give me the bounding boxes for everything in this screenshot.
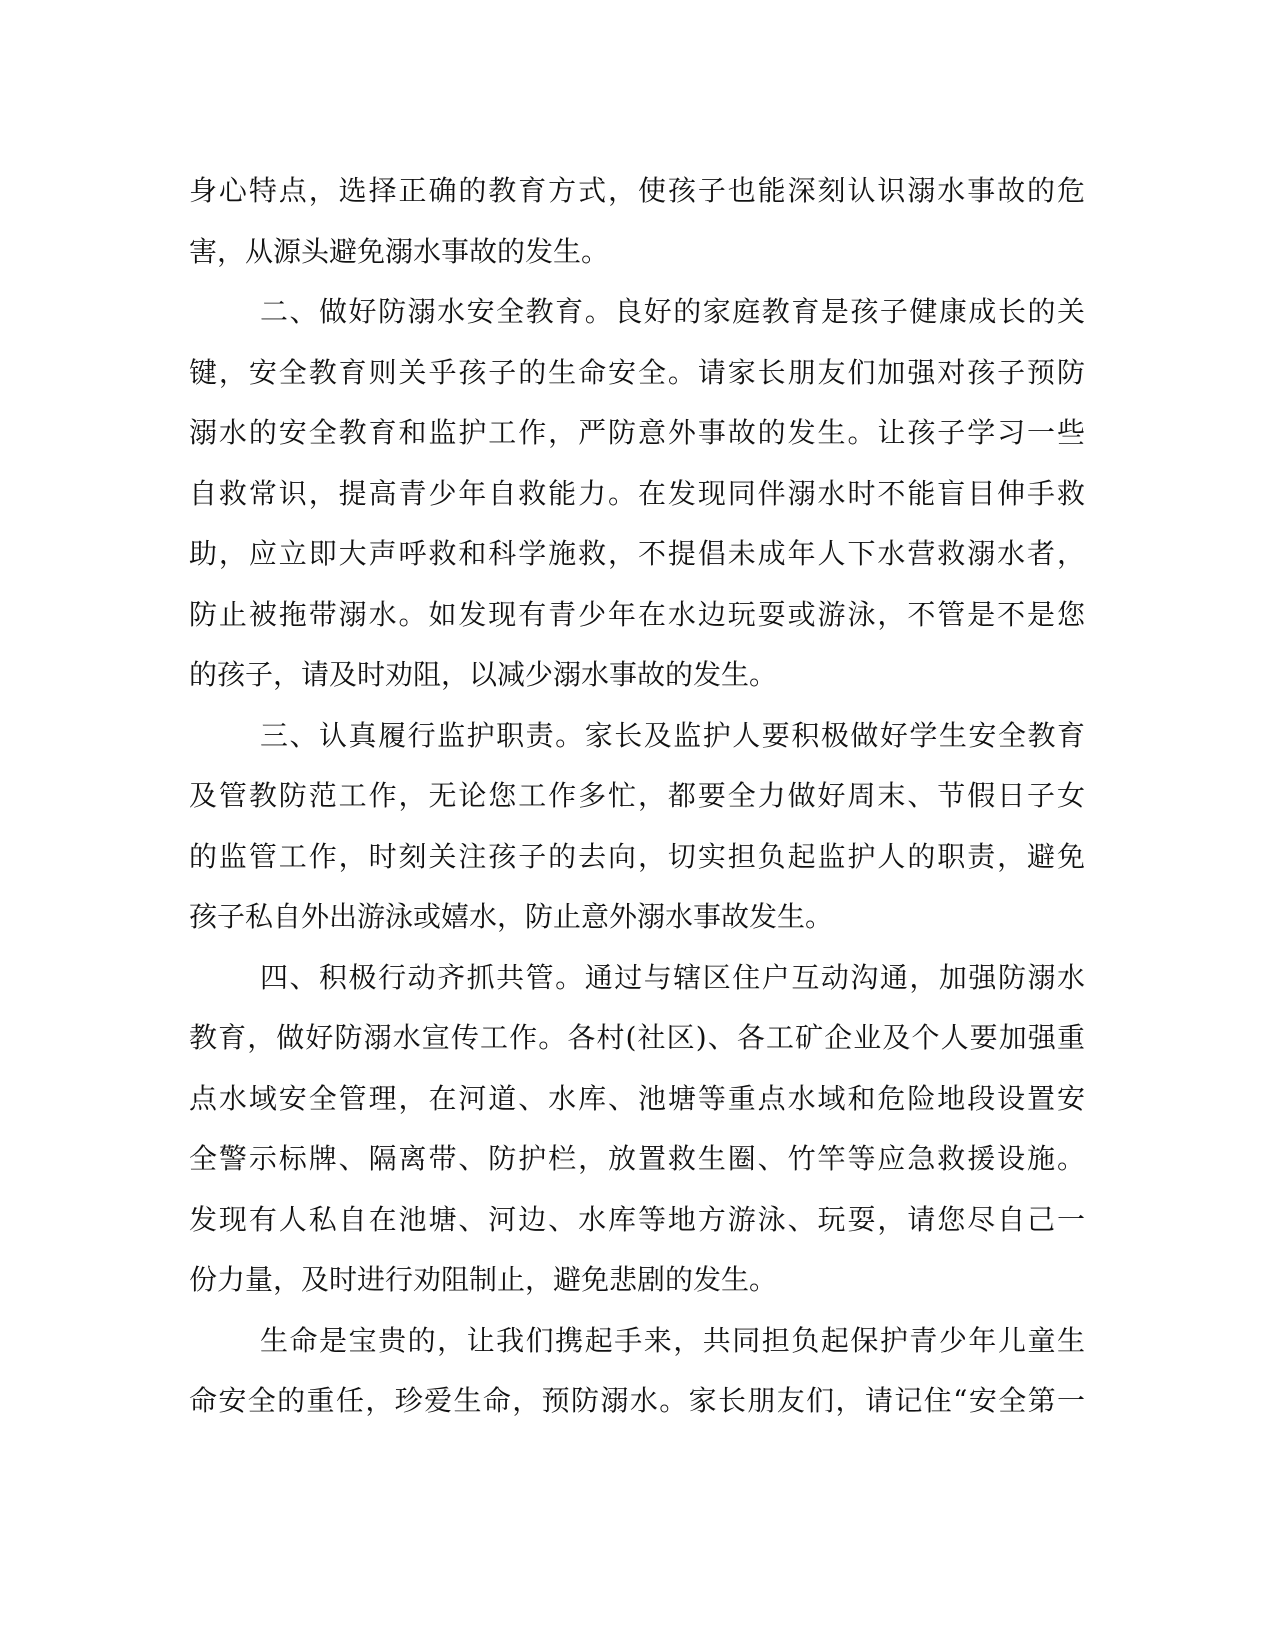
body-text [189,161,1085,1432]
text-line: 全警示标牌、隔离带、防护栏，放置救生圈、竹竿等应急救援设施。 [189,1142,1085,1175]
text-line: 发现有人私自在池塘、河边、水库等地方游泳、玩耍，请您尽自己一 [189,1202,1085,1236]
text-line: 键，安全教育则关乎孩子的生命安全。请家长朋友们加强对孩子预防 [189,355,1085,389]
text-line: 身心特点，选择正确的教育方式，使孩子也能深刻认识溺水事故的危 [189,174,1085,207]
text-line: 教育，做好防溺水宣传工作。各村(社区)、各工矿企业及个人要加强重 [189,1021,1085,1054]
text-line: 的监管工作，时刻关注孩子的去向，切实担负起监护人的职责，避免 [189,839,1085,873]
text-line: 自救常识，提高青少年自救能力。在发现同伴溺水时不能盲目伸手救 [189,476,1085,510]
paragraph-first-line: 二、做好防溺水安全教育。良好的家庭教育是孩子健康成长的关 [260,295,1085,328]
text-line: 助，应立即大声呼救和科学施救，不提倡未成年人下水营救溺水者， [189,537,1085,570]
text-line: 害，从源头避免溺水事故的发生。 [189,234,610,268]
text-line: 防止被拖带溺水。如发现有青少年在水边玩耍或游泳，不管是不是您 [189,597,1085,631]
paragraph-first-line: 三、认真履行监护职责。家长及监护人要积极做好学生安全教育 [260,718,1085,752]
text-line: 溺水的安全教育和监护工作，严防意外事故的发生。让孩子学习一些 [189,416,1085,449]
paragraph-first-line: 生命是宝贵的，让我们携起手来，共同担负起保护青少年儿童生 [260,1323,1085,1357]
text-line: 份力量，及时进行劝阻制止，避免悲剧的发生。 [189,1263,778,1296]
text-line: 及管教防范工作，无论您工作多忙，都要全力做好周末、节假日子女 [189,779,1085,812]
paragraph-first-line: 四、积极行动齐抓共管。通过与辖区住户互动沟通，加强防溺水 [260,960,1085,994]
text-line: 点水域安全管理，在河道、水库、池塘等重点水域和危险地段设置安 [189,1081,1085,1115]
text-line: 命安全的重任，珍爱生命，预防溺水。家长朋友们，请记住“安全第一 [189,1384,1085,1417]
text-line: 孩子私自外出游泳或嬉水，防止意外溺水事故发生。 [189,900,834,933]
text-line: 的孩子，请及时劝阻，以减少溺水事故的发生。 [189,658,778,691]
